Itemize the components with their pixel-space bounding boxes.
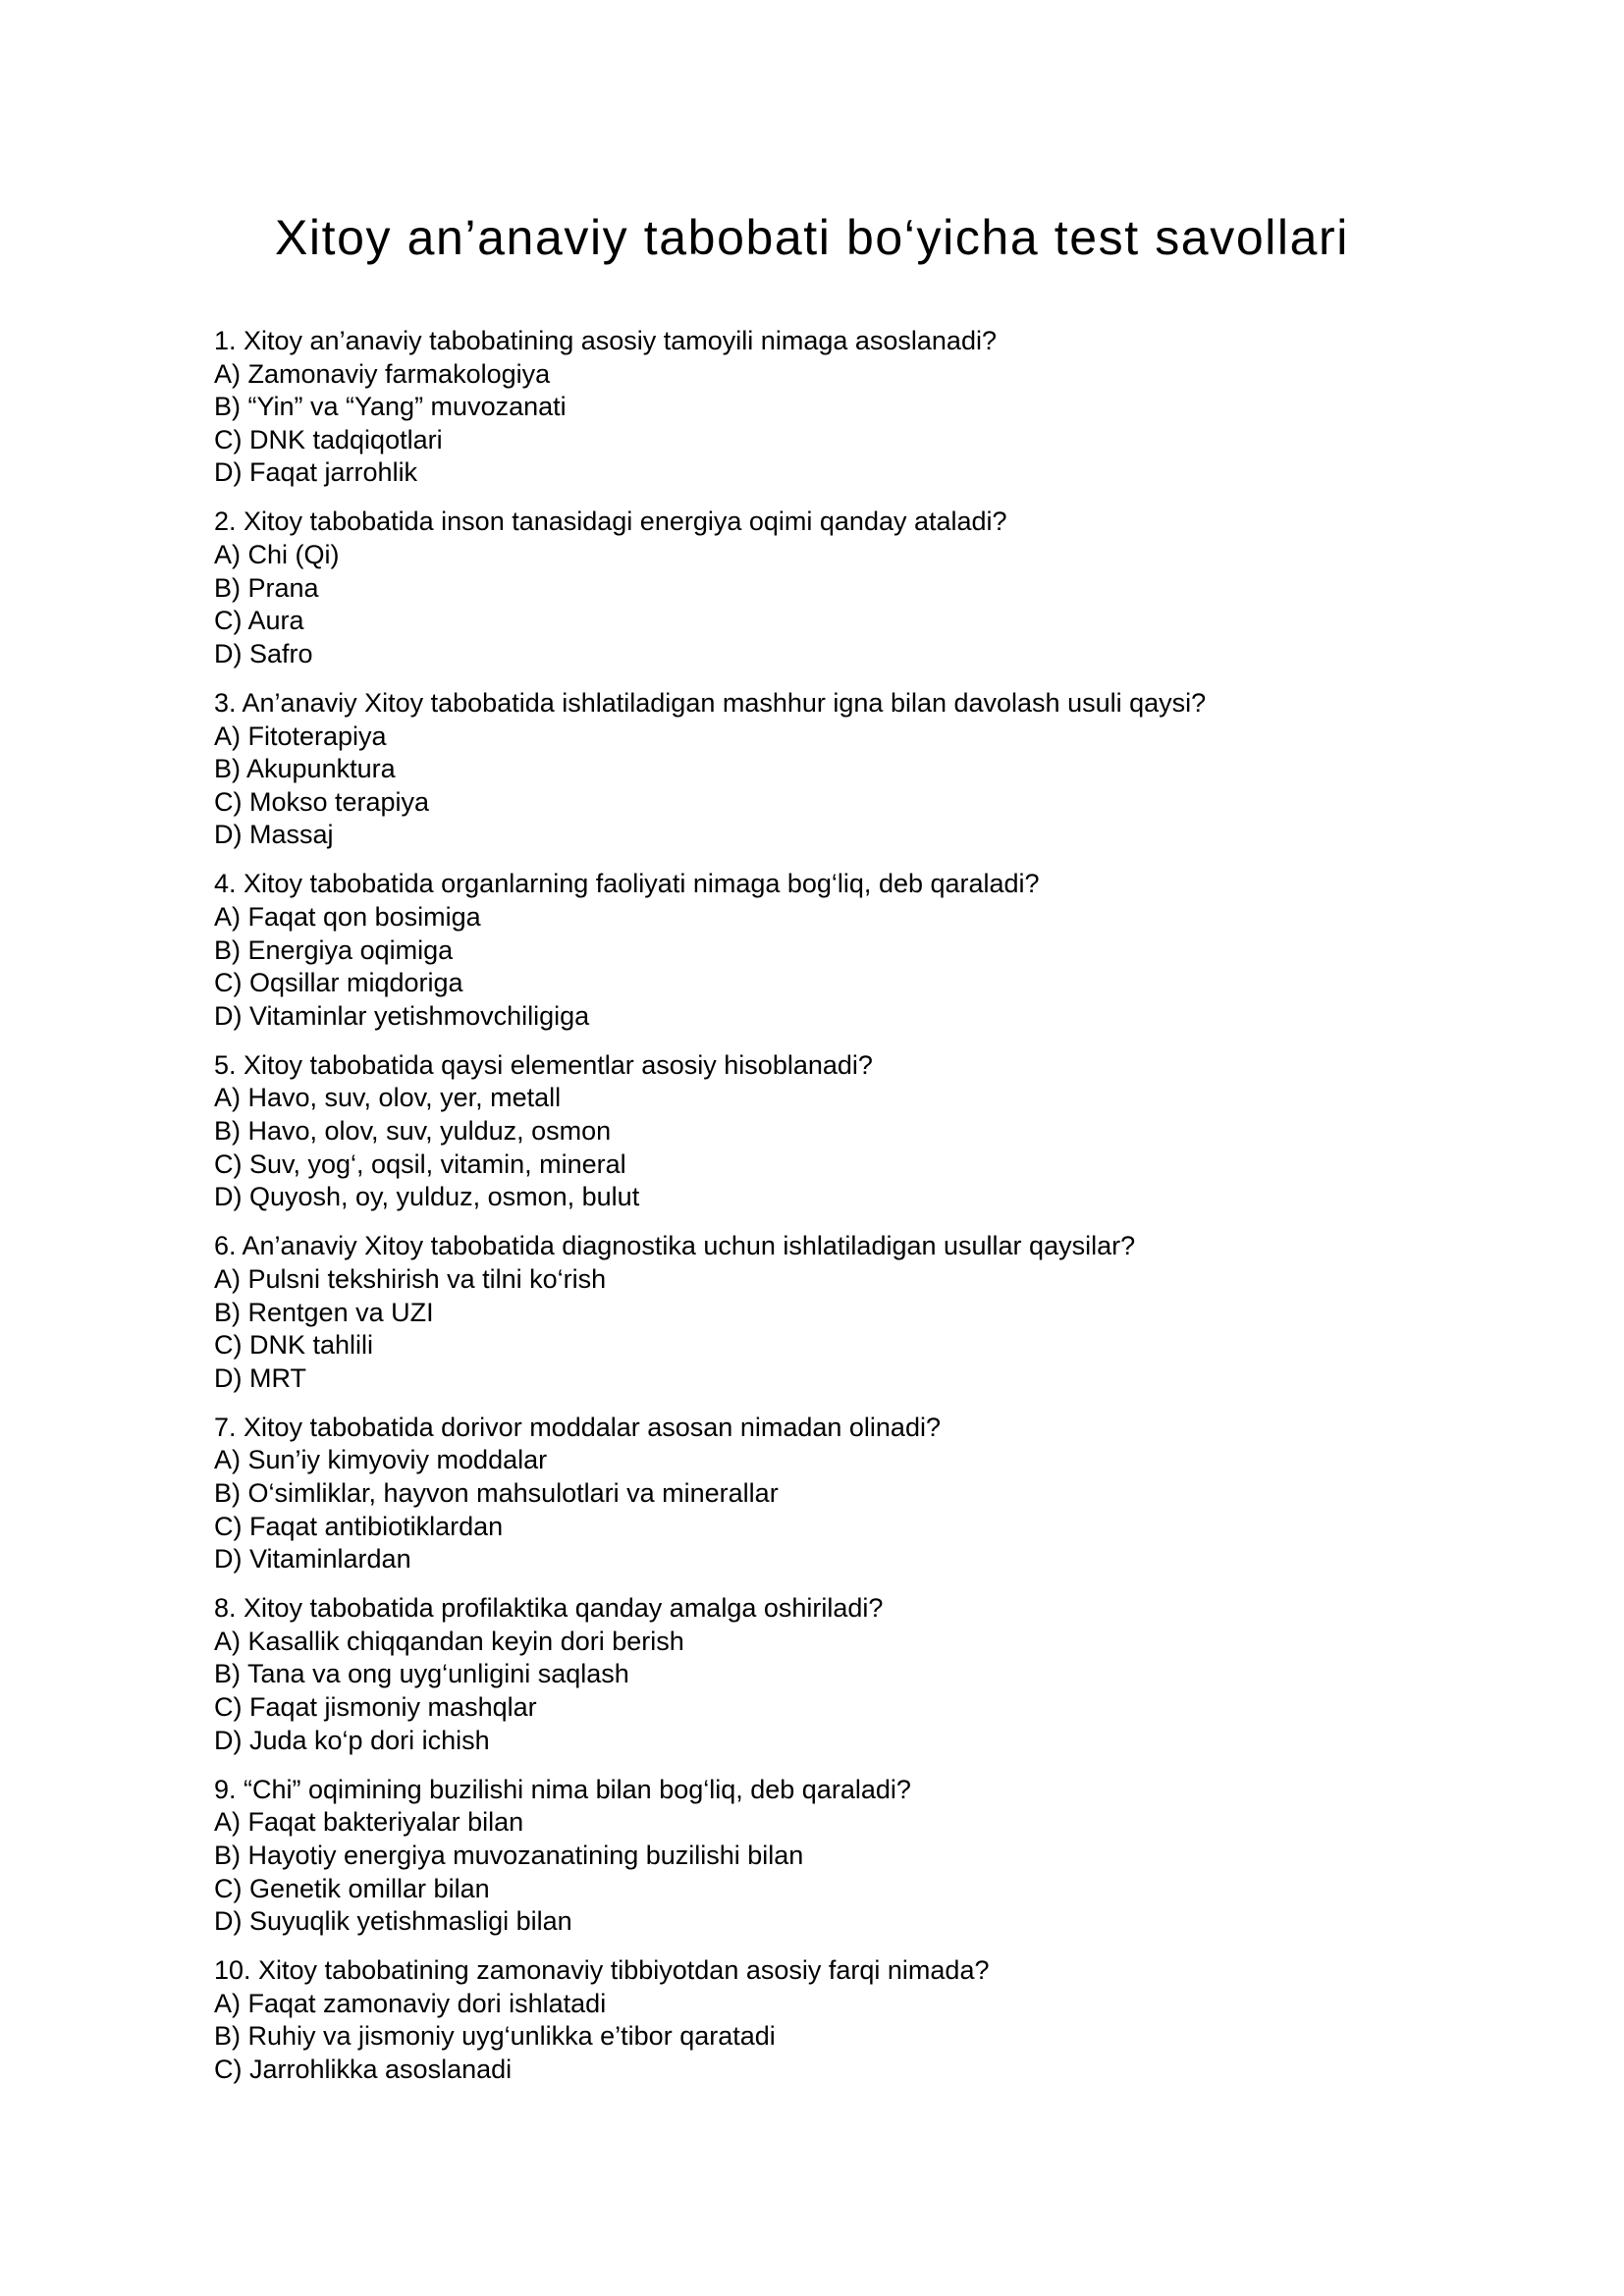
answer-option: B) Havo, olov, suv, yulduz, osmon xyxy=(214,1116,612,1147)
answer-option: B) O‘simliklar, hayvon mahsulotlari va minerallar xyxy=(214,1478,779,1508)
answer-option: A) Havo, suv, olov, yer, metall xyxy=(214,1083,562,1113)
question-item xyxy=(214,506,1490,670)
answer-option: C) Faqat antibiotiklardan xyxy=(214,1511,504,1541)
answer-option: C) Suv, yog‘, oqsil, vitamin, mineral xyxy=(214,1148,626,1179)
answer-option: B) “Yin” va “Yang” muvozanati xyxy=(214,392,567,422)
question-text: 7. Xitoy tabobatida dorivor moddalar asosan nimadan olinadi? xyxy=(214,1412,941,1442)
question-item xyxy=(214,1954,1490,2086)
answer-option: D) MRT xyxy=(214,1362,306,1393)
question-item xyxy=(214,1774,1490,1939)
question-item xyxy=(214,325,1490,490)
question-item xyxy=(214,1049,1490,1214)
question-text: 1. Xitoy an’anaviy tabobatining asosiy tamoyili nimaga asoslanadi? xyxy=(214,326,997,355)
answer-option: D) Massaj xyxy=(214,820,334,850)
answer-option: C) Jarrohlikka asoslanadi xyxy=(214,2055,513,2084)
answer-option: B) Ruhiy va jismoniy uyg‘unlikka e’tibor qaratadi xyxy=(214,2021,776,2052)
page-title: Xitoy an’anaviy tabobati bo‘yicha test savollari xyxy=(274,210,1350,265)
question-text: 9. “Chi” oqimining buzilishi nima bilan bog‘liq, deb qaraladi? xyxy=(214,1774,911,1804)
answer-option: B) Energiya oqimiga xyxy=(214,934,454,965)
question-list xyxy=(214,325,1490,2103)
answer-option: D) Quyosh, oy, yulduz, osmon, bulut xyxy=(214,1182,640,1212)
question-text: 3. An’anaviy Xitoy tabobatida ishlatiladigan mashhur igna bilan davolash usuli qaysi? xyxy=(214,687,1207,718)
answer-option: C) Aura xyxy=(214,606,304,636)
answer-option: D) Juda ko‘p dori ichish xyxy=(214,1725,490,1755)
question-text: 6. An’anaviy Xitoy tabobatida diagnostika uchun ishlatiladigan usullar qaysilar? xyxy=(214,1231,1136,1261)
answer-option: A) Fitoterapiya xyxy=(214,721,387,751)
answer-option: B) Akupunktura xyxy=(214,754,396,784)
answer-option: B) Hayotiy energiya muvozanatining buzilishi bilan xyxy=(214,1840,804,1870)
answer-option: C) Oqsillar miqdoriga xyxy=(214,968,463,998)
answer-option: D) Safro xyxy=(214,638,313,668)
question-text: 8. Xitoy tabobatida profilaktika qanday amalga oshiriladi? xyxy=(214,1593,884,1624)
question-item xyxy=(214,1592,1490,1757)
answer-option: A) Sun’iy kimyoviy moddalar xyxy=(214,1445,548,1475)
question-text: 5. Xitoy tabobatida qaysi elementlar asosiy hisoblanadi? xyxy=(214,1049,873,1080)
answer-option: D) Vitaminlardan xyxy=(214,1544,411,1575)
answer-option: A) Chi (Qi) xyxy=(214,540,340,570)
answer-option: B) Rentgen va UZI xyxy=(214,1297,434,1327)
question-item xyxy=(214,868,1490,1033)
question-item xyxy=(214,687,1490,852)
answer-option: D) Faqat jarrohlik xyxy=(214,457,418,488)
answer-option: A) Kasallik chiqqandan keyin dori berish xyxy=(214,1626,684,1656)
answer-option: C) Faqat jismoniy mashqlar xyxy=(214,1692,537,1723)
answer-option: C) Mokso terapiya xyxy=(214,786,430,817)
answer-option: A) Pulsni tekshirish va tilni ko‘rish xyxy=(214,1263,607,1294)
answer-option: A) Faqat bakteriyalar bilan xyxy=(214,1807,524,1838)
answer-option: C) DNK tahlili xyxy=(214,1330,374,1361)
answer-option: C) Genetik omillar bilan xyxy=(214,1873,490,1903)
question-text: 4. Xitoy tabobatida organlarning faoliyati nimaga bog‘liq, deb qaraladi? xyxy=(214,869,1040,899)
question-text: 10. Xitoy tabobatining zamonaviy tibbiyotdan asosiy farqi nimada? xyxy=(214,1955,990,1986)
answer-option: A) Zamonaviy farmakologiya xyxy=(214,358,551,389)
question-text: 2. Xitoy tabobatida inson tanasidagi energiya oqimi qanday ataladi? xyxy=(214,507,1007,537)
answer-option: D) Suyuqlik yetishmasligi bilan xyxy=(214,1906,572,1937)
answer-option: A) Faqat zamonaviy dori ishlatadi xyxy=(214,1988,607,2018)
answer-option: C) DNK tadqiqotlari xyxy=(214,424,443,454)
answer-option: A) Faqat qon bosimiga xyxy=(214,902,481,932)
question-item xyxy=(214,1230,1490,1395)
answer-option: D) Vitaminlar yetishmovchiligiga xyxy=(214,1000,590,1031)
question-item xyxy=(214,1412,1490,1576)
answer-option: B) Prana xyxy=(214,572,319,603)
answer-option: B) Tana va ong uyg‘unligini saqlash xyxy=(214,1659,629,1689)
